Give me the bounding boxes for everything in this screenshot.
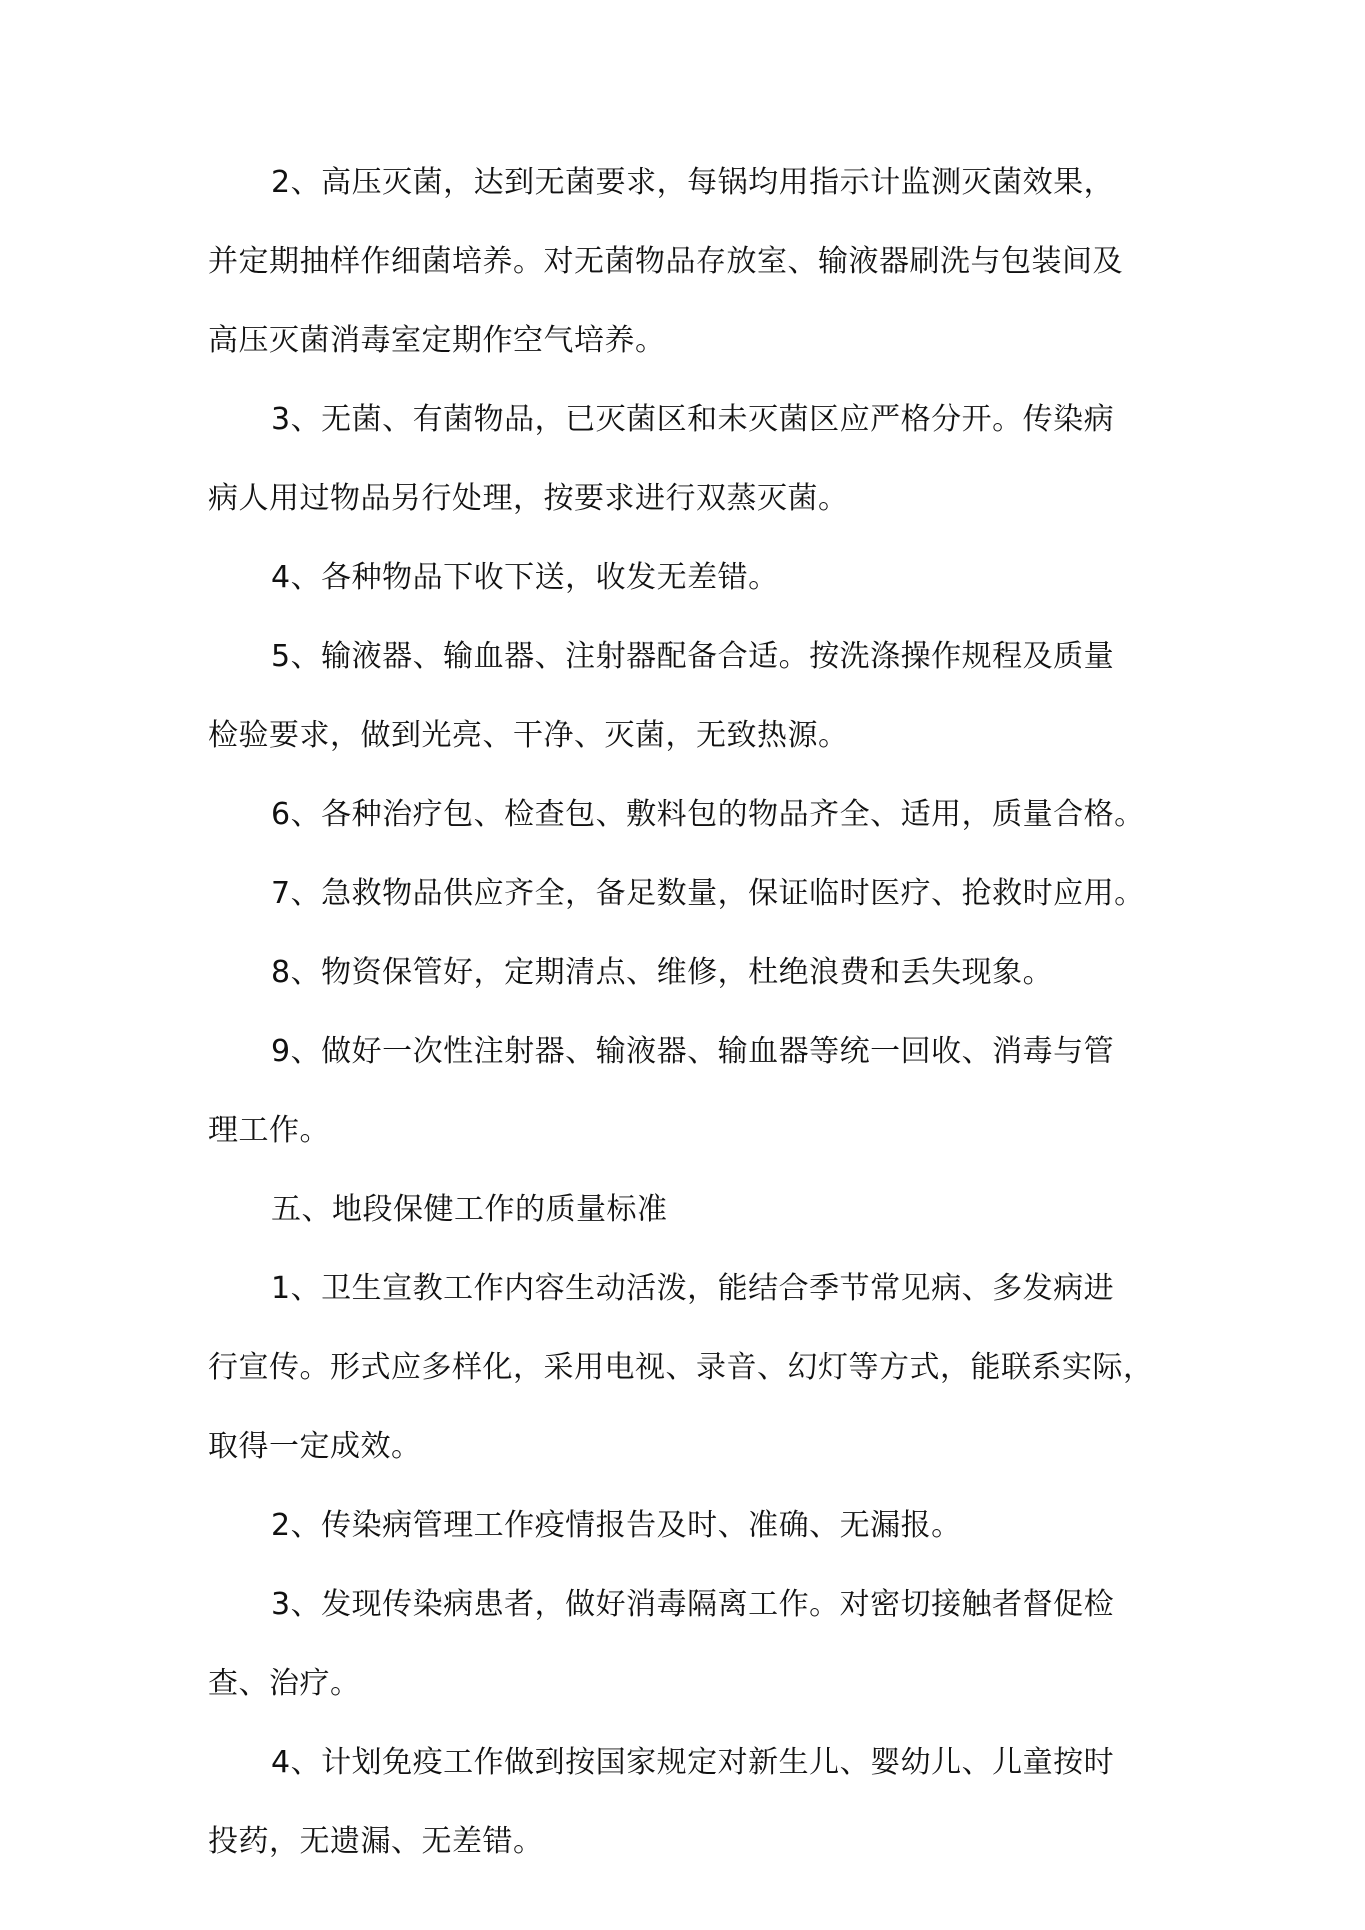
text-line: 病人用过物品另行处理，按要求进行双蒸灭菌。 xyxy=(208,481,849,516)
text-line: 4、计划免疫工作做到按国家规定对新生儿、婴幼儿、儿童按时 xyxy=(271,1745,1115,1780)
text-line: 取得一定成效。 xyxy=(208,1429,422,1464)
text-line: 理工作。 xyxy=(208,1113,330,1148)
document-body xyxy=(208,143,1168,1881)
text-line: 4、各种物品下收下送，收发无差错。 xyxy=(271,560,779,595)
text-line: 行宣传。形式应多样化，采用电视、录音、幻灯等方式，能联系实际， xyxy=(208,1350,1154,1385)
text-line: 3、无菌、有菌物品，已灭菌区和未灭菌区应严格分开。传染病 xyxy=(271,402,1115,437)
text-line: 查、治疗。 xyxy=(208,1666,361,1701)
text-line: 高压灭菌消毒室定期作空气培养。 xyxy=(208,323,666,358)
text-line: 并定期抽样作细菌培养。对无菌物品存放室、输液器刷洗与包装间及 xyxy=(208,244,1123,279)
text-line: 2、高压灭菌，达到无菌要求，每锅均用指示计监测灭菌效果， xyxy=(271,165,1115,200)
text-line: 8、物资保管好，定期清点、维修，杜绝浪费和丢失现象。 xyxy=(271,955,1054,990)
text-line: 检验要求，做到光亮、干净、灭菌，无致热源。 xyxy=(208,718,849,753)
text-line: 2、传染病管理工作疫情报告及时、准确、无漏报。 xyxy=(271,1508,962,1543)
text-line: 5、输液器、输血器、注射器配备合适。按洗涤操作规程及质量 xyxy=(271,639,1115,674)
text-line: 1、卫生宣教工作内容生动活泼，能结合季节常见病、多发病进 xyxy=(271,1271,1115,1306)
text-line: 9、做好一次性注射器、输液器、输血器等统一回收、消毒与管 xyxy=(271,1034,1115,1069)
text-line: 6、各种治疗包、检查包、敷料包的物品齐全、适用，质量合格。 xyxy=(271,797,1145,832)
text-line: 7、急救物品供应齐全，备足数量，保证临时医疗、抢救时应用。 xyxy=(271,876,1145,911)
text-line: 五、地段保健工作的质量标准 xyxy=(271,1192,668,1227)
text-line: 3、发现传染病患者，做好消毒隔离工作。对密切接触者督促检 xyxy=(271,1587,1115,1622)
text-line: 投药，无遗漏、无差错。 xyxy=(208,1824,544,1859)
